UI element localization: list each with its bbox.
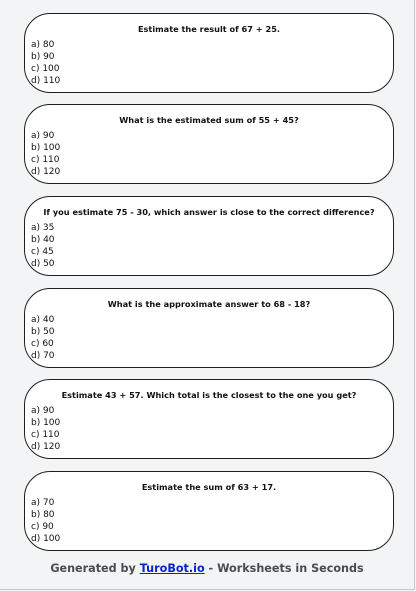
footer-suffix: - Worksheets in Seconds bbox=[204, 562, 364, 575]
answer-option: d) 110 bbox=[31, 76, 61, 86]
question-text: What is the approximate answer to 68 - 18? bbox=[107, 299, 311, 309]
answer-option: b) 90 bbox=[31, 52, 55, 62]
question-text: If you estimate 75 - 30, which answer is close to the correct difference? bbox=[43, 207, 375, 217]
answer-option: c) 110 bbox=[31, 430, 60, 440]
answer-option: b) 80 bbox=[31, 510, 55, 520]
question-card bbox=[24, 471, 394, 551]
footer-prefix: Generated by bbox=[50, 562, 140, 575]
question-card bbox=[24, 379, 394, 459]
answer-option: c) 45 bbox=[31, 247, 54, 257]
answer-option: b) 40 bbox=[31, 235, 55, 245]
answer-option: b) 100 bbox=[31, 143, 61, 153]
answer-option: c) 90 bbox=[31, 522, 54, 532]
answer-option: b) 100 bbox=[31, 418, 61, 428]
question-card bbox=[24, 13, 394, 93]
answer-option: a) 35 bbox=[31, 223, 55, 233]
answer-option: a) 80 bbox=[31, 40, 55, 50]
answer-options bbox=[31, 405, 60, 453]
question-card bbox=[24, 196, 394, 276]
answer-option: d) 70 bbox=[31, 351, 55, 361]
question-text: Estimate the sum of 63 + 17. bbox=[141, 482, 277, 492]
answer-option: d) 50 bbox=[31, 259, 55, 269]
answer-option: d) 120 bbox=[31, 167, 61, 177]
answer-options bbox=[31, 314, 55, 362]
turobot-link[interactable]: TuroBot.io bbox=[139, 562, 205, 575]
answer-option: d) 100 bbox=[31, 534, 61, 544]
answer-options bbox=[31, 497, 60, 545]
question-text: Estimate 43 + 57. Which total is the closest to the one you get? bbox=[61, 390, 357, 400]
answer-options bbox=[31, 222, 55, 270]
answer-option: c) 100 bbox=[31, 64, 60, 74]
answer-options bbox=[31, 39, 60, 87]
question-card bbox=[24, 104, 394, 184]
question-text: What is the estimated sum of 55 + 45? bbox=[119, 115, 299, 125]
answer-option: a) 40 bbox=[31, 315, 55, 325]
answer-option: c) 60 bbox=[31, 339, 54, 349]
footer-credit bbox=[0, 562, 414, 575]
answer-options bbox=[31, 130, 60, 178]
answer-option: b) 50 bbox=[31, 327, 55, 337]
question-text: Estimate the result of 67 + 25. bbox=[137, 24, 281, 34]
answer-option: d) 120 bbox=[31, 442, 61, 452]
answer-option: a) 90 bbox=[31, 406, 55, 416]
question-card bbox=[24, 288, 394, 368]
answer-option: c) 110 bbox=[31, 155, 60, 165]
answer-option: a) 90 bbox=[31, 131, 55, 141]
answer-option: a) 70 bbox=[31, 498, 55, 508]
